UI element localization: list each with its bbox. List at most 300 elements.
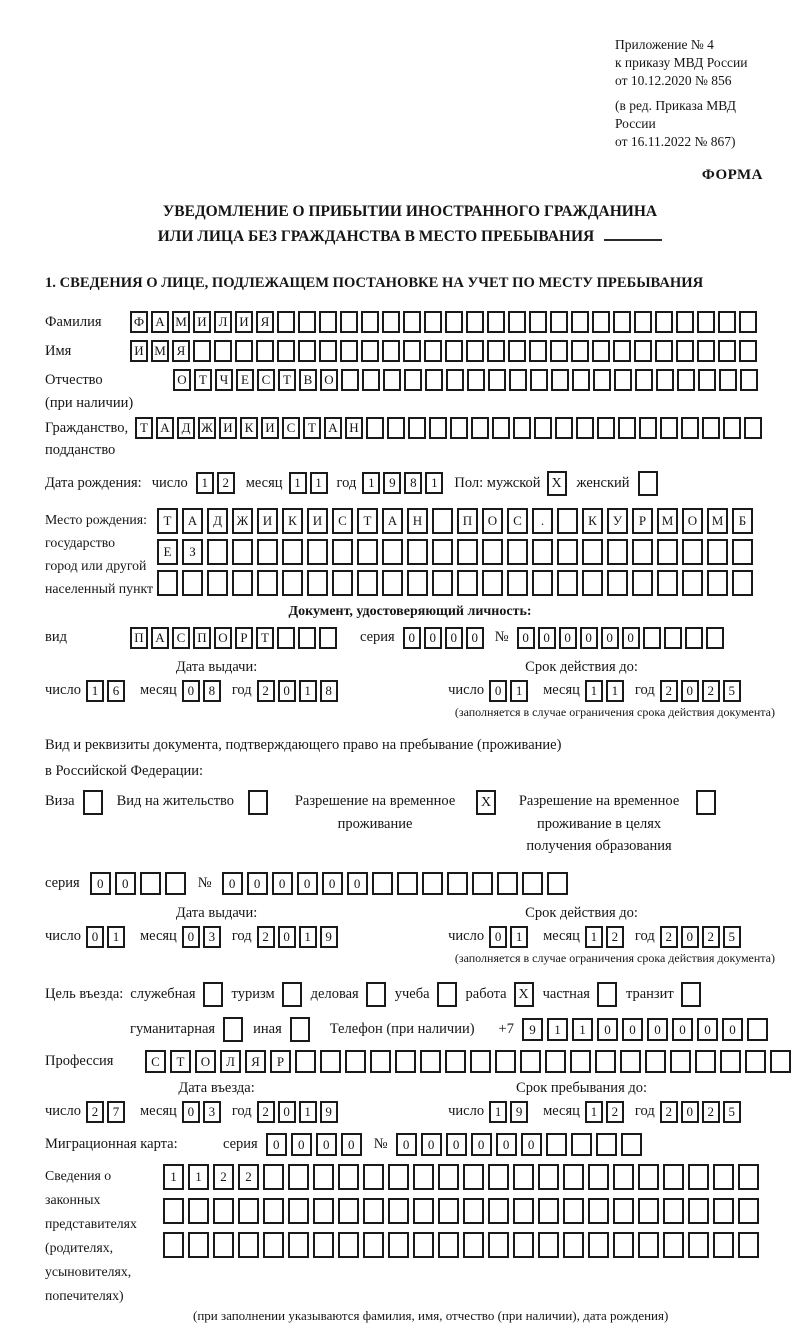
form-cell[interactable] [363,1198,384,1224]
form-cell[interactable]: И [257,508,278,534]
form-cell[interactable] [319,311,337,333]
form-cell[interactable]: 1 [510,926,528,948]
form-cell[interactable] [688,1198,709,1224]
form-cell[interactable] [438,1164,459,1190]
form-cell[interactable]: 8 [404,472,422,494]
form-cell[interactable]: И [219,417,237,439]
form-cell[interactable]: 0 [517,627,535,649]
form-cell[interactable] [238,1198,259,1224]
form-cell[interactable] [713,1164,734,1190]
form-cell[interactable]: 2 [257,926,275,948]
form-cell[interactable] [488,369,506,391]
form-cell[interactable] [707,539,728,565]
form-cell[interactable]: 7 [107,1101,125,1123]
form-cell[interactable] [313,1164,334,1190]
form-cell[interactable] [403,340,421,362]
form-cell[interactable] [263,1198,284,1224]
form-cell[interactable]: 9 [522,1018,543,1041]
form-cell[interactable] [340,311,358,333]
form-cell[interactable] [557,570,578,596]
residence-permit-checkbox[interactable] [248,790,268,815]
form-cell[interactable]: 2 [702,680,720,702]
form-cell[interactable]: И [235,311,253,333]
form-cell[interactable] [495,1050,516,1073]
form-cell[interactable]: 1 [425,472,443,494]
form-cell[interactable] [688,1232,709,1258]
form-cell[interactable] [388,1198,409,1224]
form-cell[interactable] [660,417,678,439]
form-cell[interactable]: 0 [90,872,111,895]
form-cell[interactable]: 2 [660,1101,678,1123]
form-cell[interactable] [238,1232,259,1258]
form-cell[interactable] [363,1164,384,1190]
form-cell[interactable]: Т [303,417,321,439]
form-cell[interactable] [572,369,590,391]
form-cell[interactable] [563,1198,584,1224]
form-cell[interactable]: 0 [672,1018,693,1041]
form-cell[interactable] [387,417,405,439]
form-cell[interactable]: 0 [396,1133,417,1156]
form-cell[interactable]: А [156,417,174,439]
form-cell[interactable]: Л [220,1050,241,1073]
form-cell[interactable] [638,1164,659,1190]
form-cell[interactable] [770,1050,791,1073]
other-checkbox[interactable] [290,1017,310,1042]
form-cell[interactable] [532,570,553,596]
form-cell[interactable] [670,1050,691,1073]
form-cell[interactable] [298,340,316,362]
form-cell[interactable] [538,1164,559,1190]
business-checkbox[interactable] [366,982,386,1007]
form-cell[interactable]: Л [214,311,232,333]
form-cell[interactable] [207,539,228,565]
form-cell[interactable]: 6 [107,680,125,702]
form-cell[interactable] [595,1050,616,1073]
private-checkbox[interactable] [597,982,617,1007]
form-cell[interactable] [288,1164,309,1190]
form-cell[interactable]: С [145,1050,166,1073]
form-cell[interactable] [713,1232,734,1258]
form-cell[interactable] [213,1198,234,1224]
form-cell[interactable]: 1 [310,472,328,494]
form-cell[interactable] [257,570,278,596]
form-cell[interactable] [613,311,631,333]
form-cell[interactable] [282,539,303,565]
form-cell[interactable] [682,539,703,565]
form-cell[interactable] [739,340,757,362]
form-cell[interactable] [407,570,428,596]
work-checkbox[interactable]: X [514,982,534,1007]
form-cell[interactable] [695,1050,716,1073]
form-cell[interactable] [332,570,353,596]
form-cell[interactable] [357,570,378,596]
form-cell[interactable]: С [332,508,353,534]
form-cell[interactable] [404,369,422,391]
form-cell[interactable] [738,1198,759,1224]
form-cell[interactable] [319,340,337,362]
form-cell[interactable] [298,311,316,333]
form-cell[interactable]: С [282,417,300,439]
form-cell[interactable] [482,539,503,565]
form-cell[interactable]: Т [194,369,212,391]
form-cell[interactable] [698,369,716,391]
form-cell[interactable]: Р [632,508,653,534]
form-cell[interactable] [663,1164,684,1190]
form-cell[interactable] [438,1232,459,1258]
form-cell[interactable]: М [151,340,169,362]
form-cell[interactable] [738,1164,759,1190]
form-cell[interactable]: С [257,369,275,391]
form-cell[interactable]: М [657,508,678,534]
form-cell[interactable] [657,539,678,565]
form-cell[interactable] [463,1198,484,1224]
form-cell[interactable]: В [299,369,317,391]
form-cell[interactable]: 0 [222,872,243,895]
form-cell[interactable] [576,417,594,439]
form-cell[interactable]: 0 [722,1018,743,1041]
form-cell[interactable] [163,1232,184,1258]
form-cell[interactable]: 0 [347,872,368,895]
form-cell[interactable] [320,1050,341,1073]
form-cell[interactable] [207,570,228,596]
form-cell[interactable]: 0 [266,1133,287,1156]
transit-checkbox[interactable] [681,982,701,1007]
form-cell[interactable]: 1 [547,1018,568,1041]
form-cell[interactable] [487,340,505,362]
form-cell[interactable]: И [307,508,328,534]
form-cell[interactable]: 1 [489,1101,507,1123]
form-cell[interactable]: 2 [606,926,624,948]
form-cell[interactable]: 2 [702,1101,720,1123]
form-cell[interactable] [446,369,464,391]
sex-male-checkbox[interactable]: X [547,471,567,496]
form-cell[interactable]: К [582,508,603,534]
form-cell[interactable] [645,1050,666,1073]
form-cell[interactable] [593,369,611,391]
form-cell[interactable] [621,1133,642,1156]
form-cell[interactable] [618,417,636,439]
form-cell[interactable]: 1 [289,472,307,494]
form-cell[interactable] [188,1232,209,1258]
form-cell[interactable] [513,1198,534,1224]
temp-residence-checkbox[interactable]: X [476,790,496,815]
form-cell[interactable] [288,1198,309,1224]
form-cell[interactable] [639,417,657,439]
tourism-checkbox[interactable] [282,982,302,1007]
form-cell[interactable] [313,1232,334,1258]
form-cell[interactable] [592,340,610,362]
form-cell[interactable]: Я [245,1050,266,1073]
form-cell[interactable] [739,311,757,333]
form-cell[interactable]: 0 [278,680,296,702]
form-cell[interactable] [413,1232,434,1258]
form-cell[interactable]: 0 [445,627,463,649]
form-cell[interactable] [425,369,443,391]
form-cell[interactable]: Ж [198,417,216,439]
form-cell[interactable] [388,1232,409,1258]
form-cell[interactable]: К [282,508,303,534]
form-cell[interactable]: 2 [217,472,235,494]
form-cell[interactable]: 1 [510,680,528,702]
form-cell[interactable]: Т [170,1050,191,1073]
form-cell[interactable] [529,311,547,333]
form-cell[interactable] [655,311,673,333]
form-cell[interactable] [592,311,610,333]
form-cell[interactable]: С [507,508,528,534]
sex-female-checkbox[interactable] [638,471,658,496]
form-cell[interactable]: 2 [238,1164,259,1190]
form-cell[interactable] [657,570,678,596]
form-cell[interactable] [471,417,489,439]
form-cell[interactable]: 0 [601,627,619,649]
form-cell[interactable]: 0 [681,1101,699,1123]
form-cell[interactable] [457,539,478,565]
form-cell[interactable]: 9 [320,926,338,948]
form-cell[interactable] [563,1164,584,1190]
form-cell[interactable] [397,872,418,895]
form-cell[interactable] [702,417,720,439]
form-cell[interactable]: Т [278,369,296,391]
form-cell[interactable]: Т [357,508,378,534]
form-cell[interactable]: 0 [681,680,699,702]
form-cell[interactable]: 0 [182,1101,200,1123]
form-cell[interactable] [520,1050,541,1073]
form-cell[interactable] [307,570,328,596]
form-cell[interactable] [235,340,253,362]
form-cell[interactable] [508,311,526,333]
form-cell[interactable]: 1 [188,1164,209,1190]
form-cell[interactable] [632,570,653,596]
form-cell[interactable] [596,1133,617,1156]
form-cell[interactable]: Н [345,417,363,439]
form-cell[interactable] [298,627,316,649]
form-cell[interactable]: 0 [424,627,442,649]
form-cell[interactable]: 0 [446,1133,467,1156]
form-cell[interactable]: 0 [297,872,318,895]
form-cell[interactable] [676,311,694,333]
form-cell[interactable]: 0 [489,926,507,948]
form-cell[interactable] [277,340,295,362]
form-cell[interactable] [744,417,762,439]
form-cell[interactable] [507,539,528,565]
form-cell[interactable]: А [324,417,342,439]
form-cell[interactable]: 8 [203,680,221,702]
form-cell[interactable] [632,539,653,565]
form-cell[interactable]: Ч [215,369,233,391]
form-cell[interactable]: 9 [383,472,401,494]
form-cell[interactable] [382,570,403,596]
form-cell[interactable]: У [607,508,628,534]
form-cell[interactable]: 3 [203,1101,221,1123]
form-cell[interactable] [571,311,589,333]
form-cell[interactable]: А [151,311,169,333]
form-cell[interactable] [638,1198,659,1224]
form-cell[interactable] [547,872,568,895]
form-cell[interactable] [681,417,699,439]
form-cell[interactable] [747,1018,768,1041]
form-cell[interactable]: О [214,627,232,649]
form-cell[interactable] [467,369,485,391]
form-cell[interactable]: 0 [421,1133,442,1156]
form-cell[interactable] [534,417,552,439]
form-cell[interactable] [643,627,661,649]
form-cell[interactable] [361,311,379,333]
form-cell[interactable]: 1 [362,472,380,494]
form-cell[interactable]: 5 [723,926,741,948]
form-cell[interactable]: 1 [585,926,603,948]
form-cell[interactable]: Д [207,508,228,534]
form-cell[interactable] [408,417,426,439]
form-cell[interactable] [706,627,724,649]
form-cell[interactable]: Т [157,508,178,534]
form-cell[interactable] [445,311,463,333]
form-cell[interactable]: 1 [299,680,317,702]
form-cell[interactable] [188,1198,209,1224]
form-cell[interactable] [563,1232,584,1258]
form-cell[interactable]: 2 [660,926,678,948]
form-cell[interactable] [263,1232,284,1258]
form-cell[interactable] [487,311,505,333]
form-cell[interactable] [532,539,553,565]
form-cell[interactable] [370,1050,391,1073]
form-cell[interactable] [732,539,753,565]
form-cell[interactable] [363,1232,384,1258]
form-cell[interactable] [372,872,393,895]
form-cell[interactable] [466,311,484,333]
form-cell[interactable]: И [193,311,211,333]
form-cell[interactable] [470,1050,491,1073]
form-cell[interactable]: 0 [580,627,598,649]
form-cell[interactable]: О [195,1050,216,1073]
form-cell[interactable] [655,340,673,362]
form-cell[interactable]: 0 [471,1133,492,1156]
form-cell[interactable] [571,1133,592,1156]
form-cell[interactable]: 2 [606,1101,624,1123]
form-cell[interactable]: А [382,508,403,534]
visa-checkbox[interactable] [83,790,103,815]
official-checkbox[interactable] [203,982,223,1007]
form-cell[interactable] [450,417,468,439]
form-cell[interactable] [157,570,178,596]
form-cell[interactable] [432,570,453,596]
form-cell[interactable]: 0 [466,627,484,649]
form-cell[interactable] [193,340,211,362]
form-cell[interactable] [463,1164,484,1190]
form-cell[interactable] [382,539,403,565]
form-cell[interactable] [492,417,510,439]
form-cell[interactable] [597,417,615,439]
form-cell[interactable]: Я [172,340,190,362]
form-cell[interactable] [613,340,631,362]
form-cell[interactable] [307,539,328,565]
form-cell[interactable] [676,340,694,362]
form-cell[interactable] [263,1164,284,1190]
form-cell[interactable]: Е [236,369,254,391]
form-cell[interactable]: П [457,508,478,534]
form-cell[interactable]: 8 [320,680,338,702]
form-cell[interactable] [738,1232,759,1258]
form-cell[interactable] [688,1164,709,1190]
form-cell[interactable] [463,1232,484,1258]
form-cell[interactable] [614,369,632,391]
form-cell[interactable] [497,872,518,895]
form-cell[interactable]: 2 [213,1164,234,1190]
form-cell[interactable]: 0 [316,1133,337,1156]
form-cell[interactable] [232,539,253,565]
form-cell[interactable] [538,1198,559,1224]
form-cell[interactable] [720,1050,741,1073]
form-cell[interactable] [388,1164,409,1190]
form-cell[interactable]: 1 [606,680,624,702]
form-cell[interactable] [571,340,589,362]
form-cell[interactable]: Р [270,1050,291,1073]
form-cell[interactable]: 1 [163,1164,184,1190]
form-cell[interactable]: 0 [697,1018,718,1041]
form-cell[interactable]: 0 [559,627,577,649]
form-cell[interactable]: И [130,340,148,362]
form-cell[interactable] [482,570,503,596]
form-cell[interactable]: А [182,508,203,534]
form-cell[interactable]: Т [135,417,153,439]
form-cell[interactable] [719,369,737,391]
form-cell[interactable]: 0 [322,872,343,895]
form-cell[interactable] [429,417,447,439]
form-cell[interactable] [529,340,547,362]
form-cell[interactable] [357,539,378,565]
form-cell[interactable]: И [261,417,279,439]
form-cell[interactable] [182,570,203,596]
form-cell[interactable] [732,570,753,596]
form-cell[interactable] [295,1050,316,1073]
form-cell[interactable] [613,1164,634,1190]
form-cell[interactable]: 1 [196,472,214,494]
form-cell[interactable] [424,311,442,333]
form-cell[interactable]: 0 [403,627,421,649]
form-cell[interactable]: О [482,508,503,534]
form-cell[interactable] [582,539,603,565]
form-cell[interactable] [713,1198,734,1224]
form-cell[interactable] [697,340,715,362]
form-cell[interactable]: М [172,311,190,333]
form-cell[interactable]: 0 [538,627,556,649]
form-cell[interactable] [555,417,573,439]
form-cell[interactable]: 0 [597,1018,618,1041]
form-cell[interactable]: 0 [115,872,136,895]
form-cell[interactable]: З [182,539,203,565]
form-cell[interactable] [635,369,653,391]
form-cell[interactable]: 5 [723,680,741,702]
form-cell[interactable] [277,627,295,649]
form-cell[interactable]: 0 [272,872,293,895]
form-cell[interactable] [447,872,468,895]
form-cell[interactable] [288,1232,309,1258]
form-cell[interactable] [466,340,484,362]
form-cell[interactable]: 0 [247,872,268,895]
form-cell[interactable]: Ф [130,311,148,333]
form-cell[interactable] [488,1198,509,1224]
form-cell[interactable] [413,1198,434,1224]
form-cell[interactable]: К [240,417,258,439]
form-cell[interactable] [551,369,569,391]
form-cell[interactable] [362,369,380,391]
form-cell[interactable]: О [682,508,703,534]
form-cell[interactable]: Н [407,508,428,534]
form-cell[interactable] [707,570,728,596]
form-cell[interactable] [557,539,578,565]
form-cell[interactable] [607,570,628,596]
form-cell[interactable] [424,340,442,362]
form-cell[interactable] [546,1133,567,1156]
